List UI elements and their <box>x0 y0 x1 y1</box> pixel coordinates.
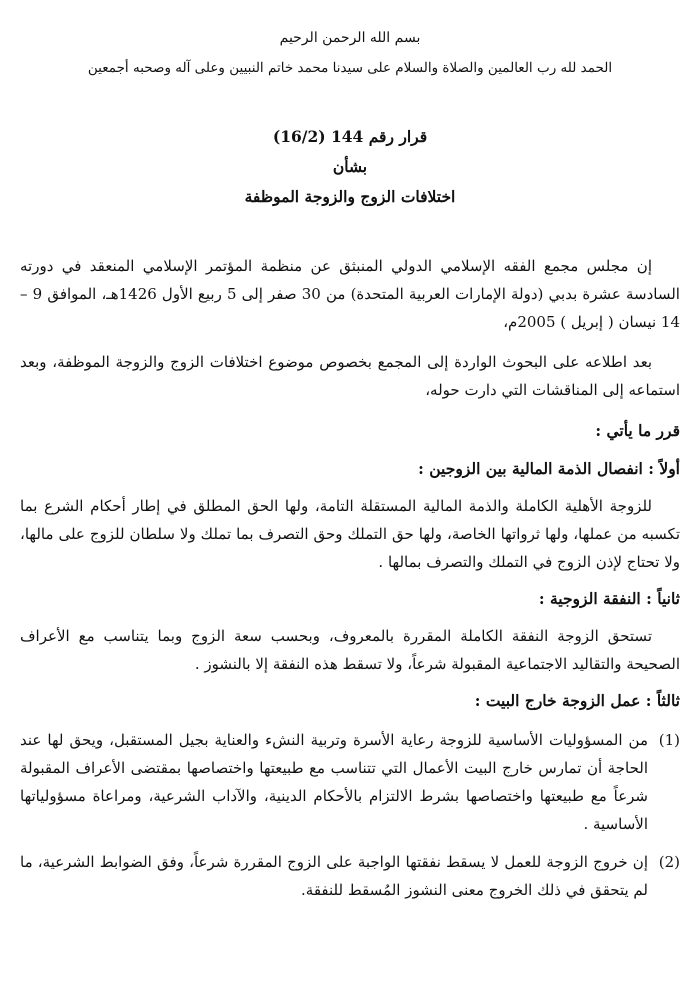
praise-line: الحمد لله رب العالمين والصلاة والسلام على سيدنا محمد خاتم النبيين وعلى آله وصحبه أجمعين <box>87 60 613 76</box>
item-text: من المسؤوليات الأساسية للزوجة رعاية الأسرة وتربية النشء والعناية بجيل المستقبل، ويحق لها عند الحاجة أن تمارس خارج البيت الأعمال التي تتناسب مع طبيعتها واختصاصها بمقتضى الأعراف المقبولة شرعاً مع طبيعتها واختصاصها بشرط الالتزام بالأحكام الدينية، والآداب الشرعية، ومراعاة مسؤولياتها الأساسية . <box>20 731 648 833</box>
section-paragraph-1: للزوجة الأهلية الكاملة والذمة المالية المستقلة التامة، ولها الحق المطلق في إطار أحكام الشرع بما تكسبه من عملها، ولها ثرواتها الخاصة، ولها حق التملك وحق التصرف بما تملك ولا سلطان للزوج على مالها، ولا تحتاج لإذن الزوج في التملك والتصرف بمالها . <box>20 497 680 571</box>
section-paragraph-2: تستحق الزوجة النفقة الكاملة المقررة بالمعروف، وبحسب سعة الزوج وبما يتناسب مع الأعراف الصحيحة والتقاليد الاجتماعية المقبولة شرعاً، ولا تسقط هذه النفقة إلا بالنشوز . <box>20 627 680 673</box>
section-heading-3: ثالثاً : عمل الزوجة خارج البيت : <box>474 691 680 710</box>
title-block <box>20 122 680 212</box>
item-text: إن خروج الزوجة للعمل لا يسقط نفقتها الواجبة على الزوج المقررة شرعاً، وفق الضوابط الشرعية، ما لم يتحقق في ذلك الخروج معنى النشوز المُسقط للنفقة. <box>20 853 648 899</box>
decision-heading: قرر ما يأتي : <box>595 421 680 440</box>
section-heading-2: ثانياً : النفقة الزوجية : <box>538 589 680 608</box>
numbered-item <box>20 726 680 838</box>
regarding-label: بشأن <box>332 157 368 176</box>
item-number: (1) <box>658 731 680 749</box>
numbered-item <box>20 848 680 904</box>
resolution-number: قرار رقم 144 (16/2) <box>272 127 428 146</box>
resolution-subject: اختلافات الزوج والزوجة الموظفة <box>244 187 456 206</box>
section-heading-1: أولاً : انفصال الذمة المالية بين الزوجين : <box>418 459 680 478</box>
item-number: (2) <box>658 853 680 871</box>
intro-paragraph-2: بعد اطلاعه على البحوث الواردة إلى المجمع بخصوص موضوع اختلافات الزوج والزوجة الموظفة، وبعد استماعه إلى المناقشات التي دارت حوله، <box>20 353 680 399</box>
basmala: بسم الله الرحمن الرحيم <box>279 30 421 46</box>
intro-paragraph-1: إن مجلس مجمع الفقه الإسلامي الدولي المنبثق عن منظمة المؤتمر الإسلامي المنعقد في دورته السادسة عشرة بدبي (دولة الإمارات العربية المتحدة) من 30 صفر إلى 5 ربيع الأول 1426هـ، الموافق 9 – 14 نيسان ( إبريل ) 2005م، <box>20 257 680 331</box>
